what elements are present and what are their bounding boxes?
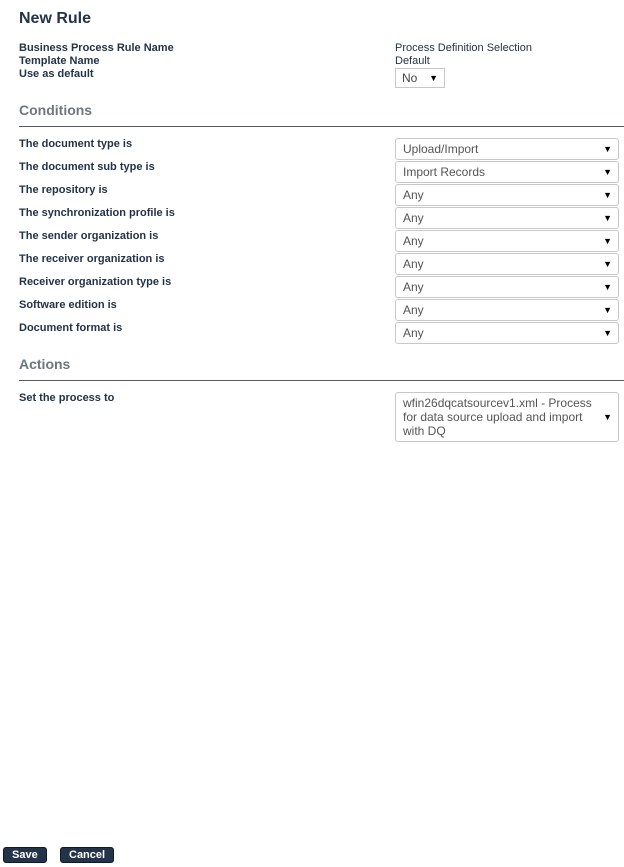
condition-label-document-format: Document format is xyxy=(19,322,123,334)
template-name-value: Default xyxy=(395,55,430,67)
caret-down-icon: ▼ xyxy=(603,190,612,200)
template-name-label: Template Name xyxy=(19,55,100,67)
actions-heading: Actions xyxy=(19,356,71,372)
document-sub-type-select[interactable] xyxy=(395,161,619,183)
repository-select[interactable] xyxy=(395,184,619,206)
caret-down-icon: ▼ xyxy=(603,328,612,338)
caret-down-icon: ▼ xyxy=(603,213,612,223)
caret-down-icon: ▼ xyxy=(429,73,438,83)
page-title: New Rule xyxy=(19,10,92,27)
document-type-value: Upload/Import xyxy=(403,142,479,156)
conditions-heading: Conditions xyxy=(19,102,93,118)
condition-label-document-sub-type: The document sub type is xyxy=(19,161,155,173)
document-format-value: Any xyxy=(403,326,424,340)
document-format-select[interactable] xyxy=(395,322,619,344)
document-type-select[interactable] xyxy=(395,138,619,160)
conditions-divider xyxy=(19,126,624,127)
condition-label-synchronization-profile: The synchronization profile is xyxy=(19,207,175,219)
condition-label-repository: The repository is xyxy=(19,184,108,196)
receiver-organization-value: Any xyxy=(403,257,424,271)
document-sub-type-value: Import Records xyxy=(403,165,486,179)
receiver-organization-select[interactable] xyxy=(395,253,619,275)
repository-value: Any xyxy=(403,188,424,202)
software-edition-value: Any xyxy=(403,303,424,317)
condition-label-document-type: The document type is xyxy=(19,138,133,150)
receiver-organization-type-value: Any xyxy=(403,280,424,294)
set-process-label: Set the process to xyxy=(19,392,115,404)
process-select[interactable] xyxy=(395,392,619,442)
caret-down-icon: ▼ xyxy=(603,305,612,315)
synchronization-profile-value: Any xyxy=(403,211,424,225)
caret-down-icon: ▼ xyxy=(603,167,612,177)
use-as-default-select[interactable] xyxy=(395,68,445,88)
save-button[interactable]: Save xyxy=(3,847,47,863)
condition-label-receiver-organization: The receiver organization is xyxy=(19,253,165,265)
actions-divider xyxy=(19,380,624,381)
rule-name-value: Process Definition Selection xyxy=(395,42,532,54)
caret-down-icon: ▼ xyxy=(603,282,612,292)
condition-label-receiver-organization-type: Receiver organization type is xyxy=(19,276,172,288)
caret-down-icon: ▼ xyxy=(603,144,612,154)
use-as-default-value: No xyxy=(402,71,418,85)
cancel-button[interactable]: Cancel xyxy=(60,847,114,863)
condition-label-sender-organization: The sender organization is xyxy=(19,230,159,242)
use-as-default-label: Use as default xyxy=(19,68,94,80)
rule-name-label: Business Process Rule Name xyxy=(19,42,174,54)
caret-down-icon: ▼ xyxy=(603,412,612,422)
process-value: wfin26dqcatsourcev1.xml - Process for data source upload and import with DQ xyxy=(403,396,599,438)
sender-organization-select[interactable] xyxy=(395,230,619,252)
software-edition-select[interactable] xyxy=(395,299,619,321)
sender-organization-value: Any xyxy=(403,234,424,248)
receiver-organization-type-select[interactable] xyxy=(395,276,619,298)
synchronization-profile-select[interactable] xyxy=(395,207,619,229)
condition-label-software-edition: Software edition is xyxy=(19,299,117,311)
caret-down-icon: ▼ xyxy=(603,259,612,269)
caret-down-icon: ▼ xyxy=(603,236,612,246)
